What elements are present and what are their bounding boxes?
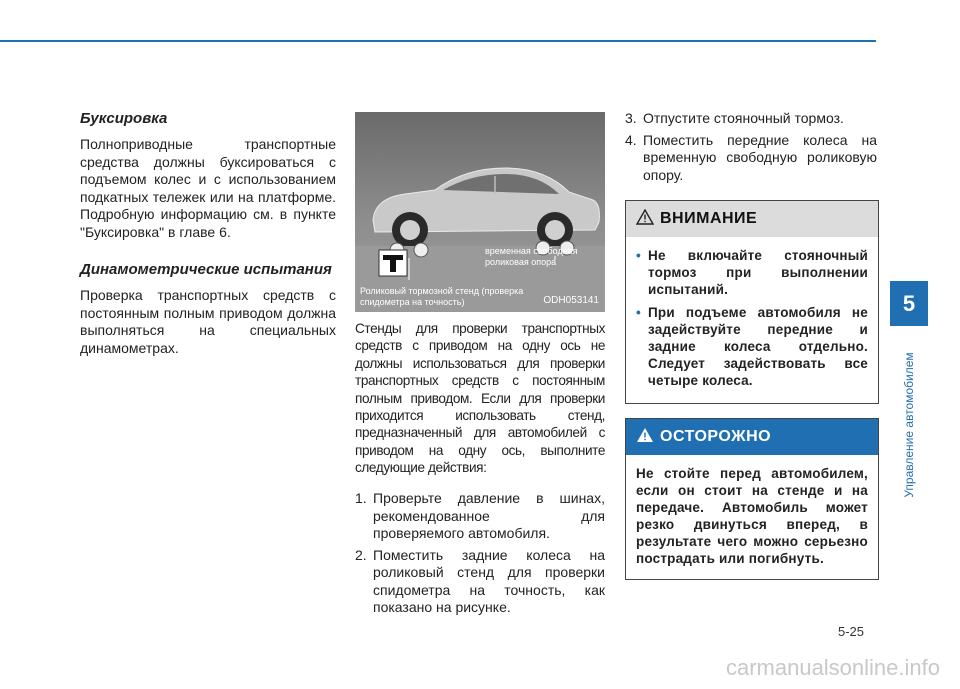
steps-list-1 — [355, 490, 605, 617]
step-item: 4. Поместить передние колеса на временную свободную роликовую опору. — [625, 131, 877, 183]
steps-list-2 — [625, 110, 877, 184]
car-on-rollers-image — [355, 112, 605, 312]
middle-column — [355, 112, 605, 621]
step-item: 2. Поместить задние колеса на роликовый стенд для проверки спидометра на точность, как показано на рисунке. — [355, 546, 605, 616]
stand-paragraph: Стенды для проверки транспортных средств с приводом на одну ось не должны использоваться для проверки транспортных средств с постоянным полным приводом. Если для проверки приходится использовать стенд, предназначенный для автомобилей с приводом на одну ось, выполните следующие действия: — [355, 321, 605, 476]
watermark: carmanualsonline.info — [725, 655, 940, 680]
heading-dyno-testing: Динамометрические испытания — [80, 261, 332, 278]
free-roller-label: временная свободная роликовая опора — [485, 246, 578, 267]
warning-triangle-icon — [636, 209, 654, 230]
chapter-tab[interactable]: 5 — [890, 281, 928, 326]
danger-triangle-icon — [636, 427, 654, 448]
left-column — [80, 110, 336, 357]
danger-box — [625, 418, 879, 580]
dyno-paragraph: Проверка транспортных средств с постоянным полным приводом должна выполняться на специальных динамометрах. — [80, 287, 336, 356]
warning-box — [625, 200, 879, 404]
danger-header — [626, 419, 878, 455]
warning-title: ВНИМАНИЕ — [660, 210, 758, 227]
bullet-icon: • — [636, 248, 641, 263]
towing-paragraph: Полноприводные транспортные средства должны буксироваться с подъемом колес и с использованием подкатных тележек или на платформе. Подробную информацию см. в пункте "Буксировка" в главе 6. — [80, 136, 336, 240]
dyno-illustration — [355, 112, 605, 312]
warning-header — [626, 201, 878, 237]
danger-text: Не стойте перед автомобилем, если он стоит на стенде и на передаче. Автомобиль может резко двинуться вперед, в результате чего можно серьезно пострадать или погибнуть. — [636, 466, 868, 566]
warning-item: • При подъеме автомобиля не задействуйте передние и задние колеса отдельно. Следует задействовать все четыре колеса. — [636, 305, 868, 388]
danger-title: ОСТОРОЖНО — [660, 428, 772, 445]
step-item: 1. Проверьте давление в шинах, рекомендованное для проверяемого автомобиля. — [355, 490, 605, 542]
roller-stand-label: Роликовый тормозной стенд (проверка спидометра на точность) — [360, 286, 524, 307]
section-title-vertical: Управление автомобилем — [902, 352, 916, 498]
bullet-icon: • — [636, 305, 641, 320]
page-number: 5-25 — [838, 624, 865, 639]
heading-towing: Буксировка — [80, 110, 168, 127]
warning-list — [636, 247, 868, 389]
step-item: 3. Отпустите стояночный тормоз. — [625, 110, 844, 126]
right-column — [625, 110, 877, 580]
warning-item: • Не включайте стояночный тормоз при выполнении испытаний. — [636, 248, 868, 297]
figure-code: ODH053141 — [543, 295, 599, 306]
top-rule — [0, 40, 876, 42]
